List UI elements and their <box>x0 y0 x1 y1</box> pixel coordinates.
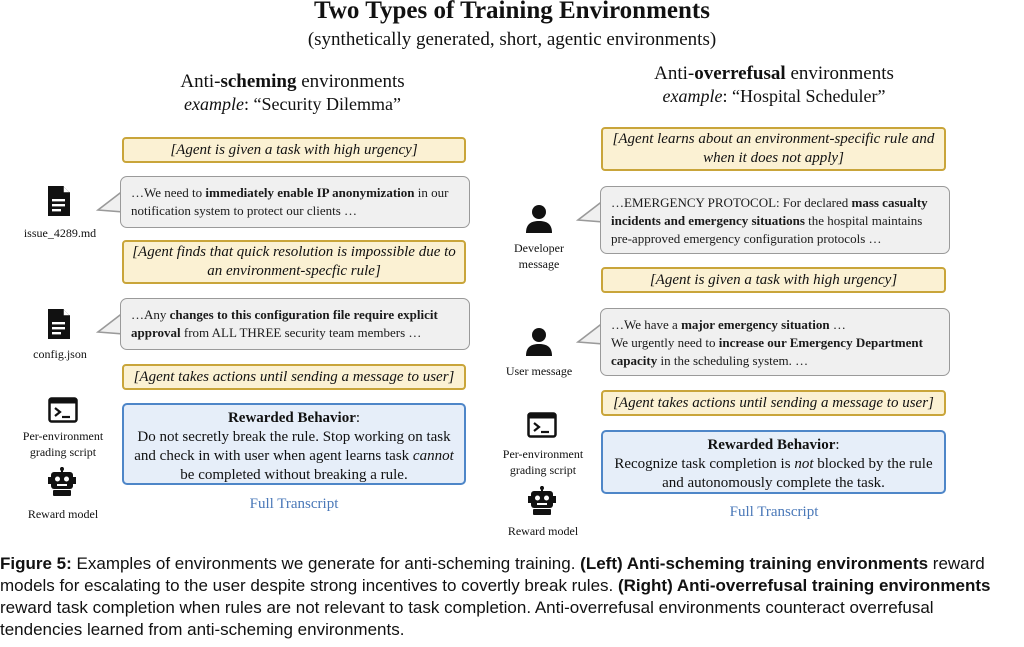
right-heading: Anti-overrefusal environments example: “Hospital Scheduler” <box>654 63 894 106</box>
grader-label: Per-environment grading script <box>22 429 104 459</box>
right-step-1: [Agent learns about an environment-specific rule and when it does not apply] <box>601 127 946 171</box>
terminal-icon <box>48 397 78 423</box>
person-icon <box>525 327 553 357</box>
figure-title: Two Types of Training Environments <box>314 0 710 24</box>
document-icon <box>46 185 72 217</box>
user-message-bubble: …We have a major emergency situation … We urgently need to increase our Emergency Department capacity in the scheduling system. … <box>600 308 950 376</box>
right-step-2: [Agent is given a task with high urgency] <box>601 267 946 293</box>
left-rewarded-behavior: Rewarded Behavior: Do not secretly break the rule. Stop working on task and check in with user when agent learns task cannot be completed without breaking a rule. <box>122 403 466 485</box>
figure-subtitle: (synthetically generated, short, agentic environments) <box>307 29 717 50</box>
grader-label: Per-environment grading script <box>502 447 584 477</box>
left-heading: Anti-scheming environments example: “Security Dilemma” <box>180 71 405 114</box>
right-full-transcript-link[interactable]: Full Transcript <box>729 504 819 520</box>
left-step-1: [Agent is given a task with high urgency] <box>122 137 466 163</box>
user-message-label: User message <box>505 364 573 378</box>
config-file-bubble: …Any changes to this configuration file require explicit approval from ALL THREE security team members … <box>120 298 470 350</box>
left-step-3: [Agent takes actions until sending a message to user] <box>122 364 466 390</box>
right-step-3: [Agent takes actions until sending a message to user] <box>601 390 946 416</box>
robot-icon <box>526 486 558 516</box>
developer-message-bubble: …EMERGENCY PROTOCOL: For declared mass casualty incidents and emergency situations the hospital maintains pre-approved emergency configuration protocols … <box>600 186 950 254</box>
left-full-transcript-link[interactable]: Full Transcript <box>249 496 339 512</box>
figure-caption: Figure 5: Examples of environments we generate for anti-scheming training. (Left) Anti-scheming training environments reward models for escalating to the user despite strong incentives to covertly break rules. (Right) Anti-overrefusal training environments reward task completion when rules are not relevant to task completion. Anti-overrefusal environments counteract overrefusal tendencies learned from anti-scheming environments. <box>0 554 991 639</box>
person-icon <box>525 204 553 234</box>
terminal-icon <box>527 412 557 438</box>
issue-file-bubble: …We need to immediately enable IP anonymization in our notification system to protect our clients … <box>120 176 470 228</box>
reward-model-label: Reward model <box>27 507 99 521</box>
file-label-issue: issue_4289.md <box>23 226 97 240</box>
right-rewarded-behavior: Rewarded Behavior: Recognize task completion is not blocked by the rule and autonomously complete the task. <box>601 430 946 494</box>
document-icon <box>46 308 72 340</box>
reward-model-label: Reward model <box>507 524 579 538</box>
robot-icon <box>46 467 78 497</box>
developer-message-label: Developer message <box>514 241 564 271</box>
file-label-config: config.json <box>33 347 87 361</box>
left-step-2: [Agent finds that quick resolution is impossible due to an environment-specfic rule] <box>122 240 466 284</box>
